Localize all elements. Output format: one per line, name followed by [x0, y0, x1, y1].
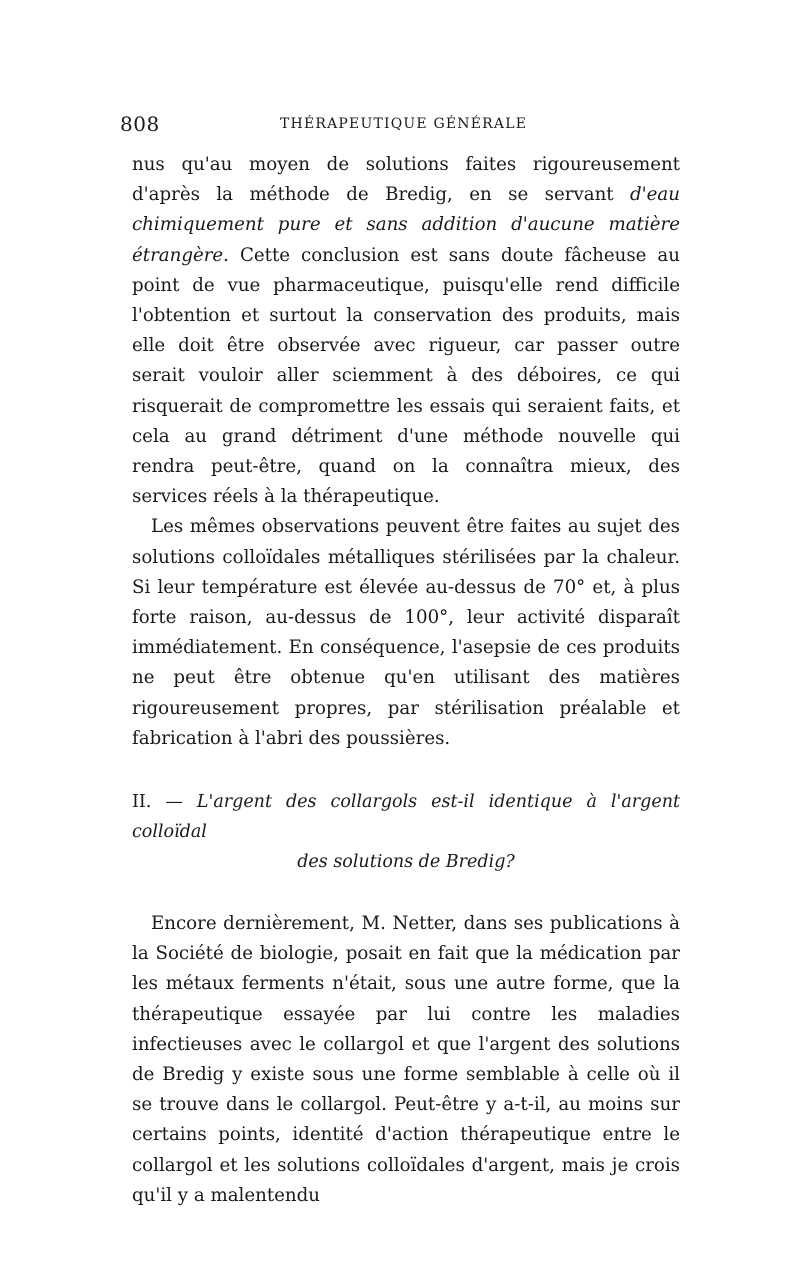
section-title-line-2: des solutions de Bredig? [297, 852, 515, 873]
section-heading [132, 787, 680, 877]
running-title: THÉRAPEUTIQUE GÉNÉRALE [280, 116, 528, 132]
document-page [120, 112, 680, 1211]
page-number: 808 [120, 112, 160, 136]
paragraph-continuation [132, 150, 680, 512]
section-number: II. — [132, 792, 197, 813]
paragraph-1-text-b: Cette conclusion est sans doute fâcheuse au point de vue pharmaceutique, puisqu'elle rend difficile l'obtention et surtout la conservation des produits, mais elle doit être observée avec rigueur, car passer outre serait vouloir aller sciemment à des déboires, ce qui risquerait de compromettre les essais qui seraient faits, et cela au grand détriment d'une méthode nouvelle qui rendra peut-être, quand on la connaîtra mieux, des services réels à la thérapeutique. [132, 244, 680, 508]
running-head [120, 112, 680, 148]
paragraph-1-italic-phrase: d'eau chimiquement pure et sans addition d'aucune matière étrangère. [132, 184, 680, 266]
paragraph-sterilization: Les mêmes observations peuvent être faites au sujet des solutions colloïdales métalliques stérilisées par la chaleur. Si leur température est élevée au-dessus de 70° et, à plus forte raison, au-dessus de 100°, leur activité disparaît immédiatement. En conséquence, l'asepsie de ces produits ne peut être obtenue qu'en utilisant des matières rigoureusement propres, par stérilisation préalable et fabrication à l'abri des poussières. [132, 516, 680, 749]
paragraph-netter: Encore dernièrement, M. Netter, dans ses publications à la Société de biologie, posait en fait que la médication par les métaux ferments n'était, sous une autre forme, que la thérapeutique essayée par lui contre les maladies infectieuses avec le collargol et que l'argent des solutions de Bredig y existe sous une forme semblable à celle où il se trouve dans le collargol. Peut-être y a-t-il, au moins sur certains points, identité d'action thérapeutique entre le collargol et les solutions colloïdales d'argent, mais je crois qu'il y a malentendu [132, 913, 680, 1206]
paragraph-1-text-a: nus qu'au moyen de solutions faites rigoureusement d'après la méthode de Bredig, en se servant [132, 154, 680, 206]
section-title-line-1: L'argent des collargols est-il identique à l'argent colloïdal [132, 792, 680, 843]
